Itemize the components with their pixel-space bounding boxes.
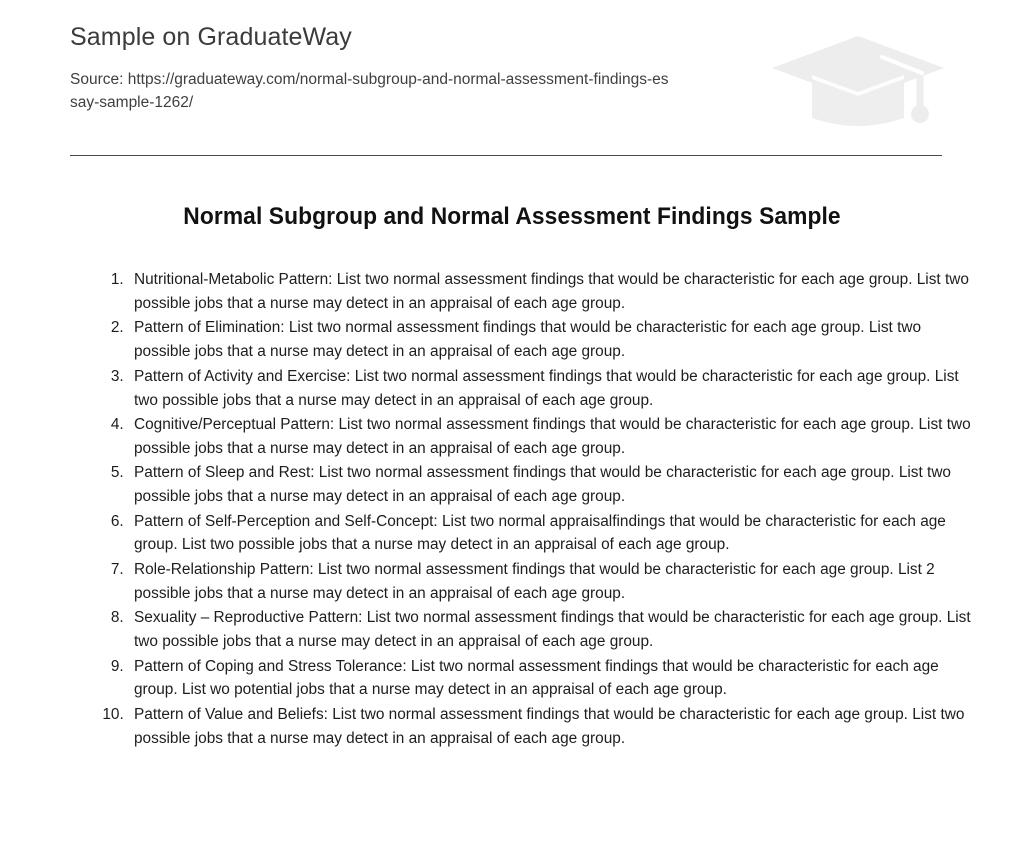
list-item	[128, 703, 982, 751]
list-item	[128, 413, 982, 461]
page-header	[70, 22, 942, 140]
list-item-text: 4. Cognitive/Perceptual Pattern: List two normal assessment findings that would be characteristic for each age group. List two possible jobs that a nurse may detect in an appraisal of each age group.	[134, 415, 971, 457]
source-line	[70, 68, 670, 114]
list-item	[128, 365, 982, 413]
list-item-text: 7. Role-Relationship Pattern: List two normal assessment findings that would be characteristic for each age group. List 2 possible jobs that a nurse may detect in an appraisal of each age group.	[134, 560, 935, 602]
list-item-text: 6. Pattern of Self-Perception and Self-Concept: List two normal appraisalfindings that would be characteristic for each age group. List two possible jobs that a nurse may detect in an appraisal of each age group.	[134, 512, 946, 554]
page-title: Normal Subgroup and Normal Assessment Findings Sample	[183, 203, 841, 230]
source-url[interactable]: https://graduateway.com/normal-subgroup-and-normal-assessment-findings-essay-sample-1262/	[70, 71, 669, 111]
list-item	[128, 510, 982, 558]
source-label: Source:	[70, 71, 124, 88]
list-item	[128, 558, 982, 606]
list-item	[128, 268, 982, 316]
list-item-text: 3. Pattern of Activity and Exercise: List two normal assessment findings that would be characteristic for each age group. List two possible jobs that a nurse may detect in an appraisal of each age group.	[134, 367, 959, 409]
list-item-text: 2. Pattern of Elimination: List two normal assessment findings that would be characteristic for each age group. List two possible jobs that a nurse may detect in an appraisal of each age group.	[134, 319, 922, 361]
list-item-text: 8. Sexuality – Reproductive Pattern: List two normal assessment findings that would be characteristic for each age group. List two possible jobs that a nurse may detect in an appraisal of each age group.	[134, 609, 971, 651]
header-text-block	[70, 22, 690, 114]
list-item-text: 9. Pattern of Coping and Stress Tolerance: List two normal assessment findings that would be characteristic for each age group. List wo potential jobs that a nurse may detect in an appraisal of each age group.	[134, 657, 939, 699]
list-item	[128, 655, 982, 703]
list-item-text: 1. Nutritional-Metabolic Pattern: List two normal assessment findings that would be characteristic for each age group. List two possible jobs that a nurse may detect in an appraisal of each age group.	[134, 271, 969, 312]
site-title: Sample on GraduateWay	[70, 23, 352, 51]
header-divider	[70, 155, 942, 156]
list-item-text: 10. Pattern of Value and Beliefs: List two normal assessment findings that would be characteristic for each age group. List two possible jobs that a nurse may detect in an appraisal of each age group.	[134, 705, 965, 747]
graduation-cap-icon	[770, 30, 950, 140]
list-item	[128, 461, 982, 509]
list-item	[128, 316, 982, 364]
document-body	[82, 268, 982, 751]
findings-list	[82, 268, 982, 751]
list-item	[128, 606, 982, 654]
list-item-text: 5. Pattern of Sleep and Rest: List two normal assessment findings that would be characteristic for each age group. List two possible jobs that a nurse may detect in an appraisal of each age group.	[134, 464, 951, 506]
